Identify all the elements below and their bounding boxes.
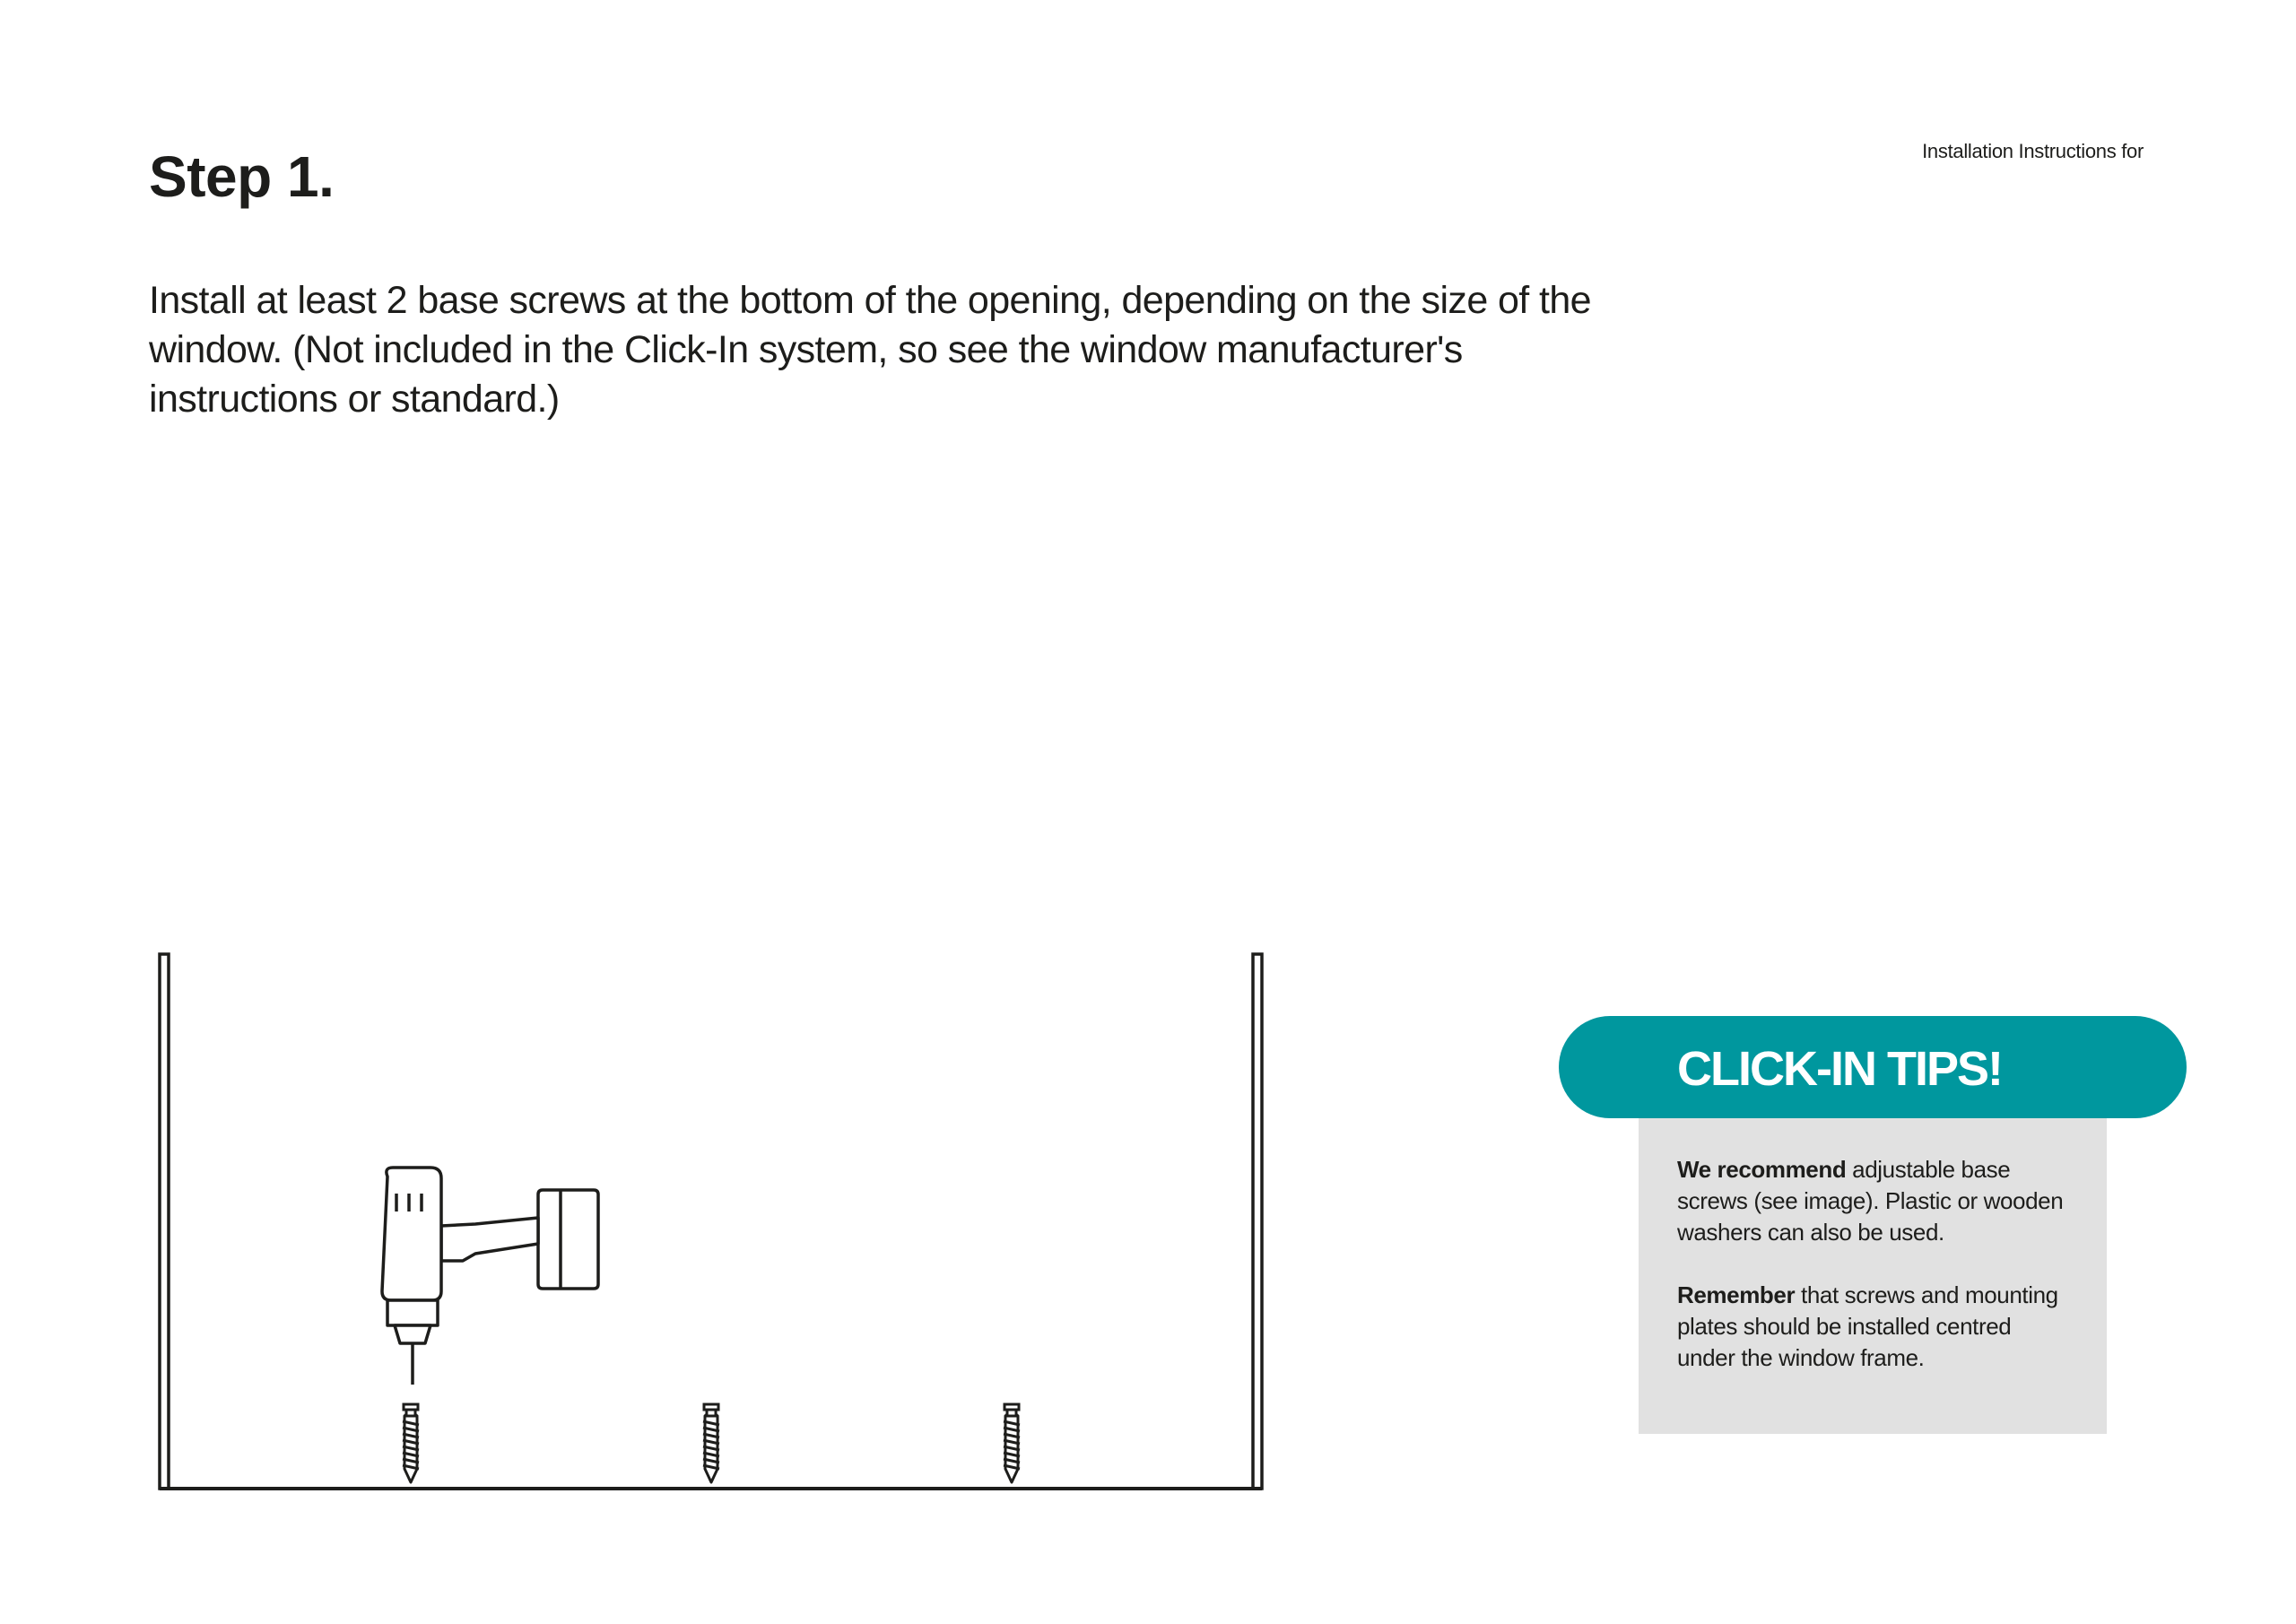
step-title: Step 1. (149, 144, 335, 209)
installation-illustration (144, 933, 1274, 1507)
screw-icon (703, 1404, 719, 1482)
tip-reminder (1677, 1280, 2064, 1374)
tip-reminder-lead: Remember (1677, 1281, 1796, 1308)
tip-reminder-text: that screws and mounting plates should be installed centred under the window frame. (1677, 1281, 2058, 1371)
screw-icon (1004, 1404, 1020, 1482)
tips-header-banner (1559, 1016, 2187, 1118)
screw-icon (403, 1404, 419, 1482)
tips-title: CLICK-IN TIPS! (1677, 1042, 2002, 1096)
tip-recommendation (1677, 1154, 2064, 1248)
header-note: Installation Instructions for (1922, 140, 2144, 162)
drill-icon (382, 1168, 598, 1385)
tip-recommendation-text: adjustable base screws (see image). Plastic or wooden washers can also be used. (1677, 1156, 2064, 1246)
tip-recommendation-lead: We recommend (1677, 1156, 1847, 1183)
tips-content (1639, 1118, 2107, 1434)
step-instructions: Install at least 2 base screws at the bottom of the opening, depending on the size of the window. (Not included in the Click-In system, so see the window manufacturer's instructions or standard.) (149, 279, 1591, 421)
